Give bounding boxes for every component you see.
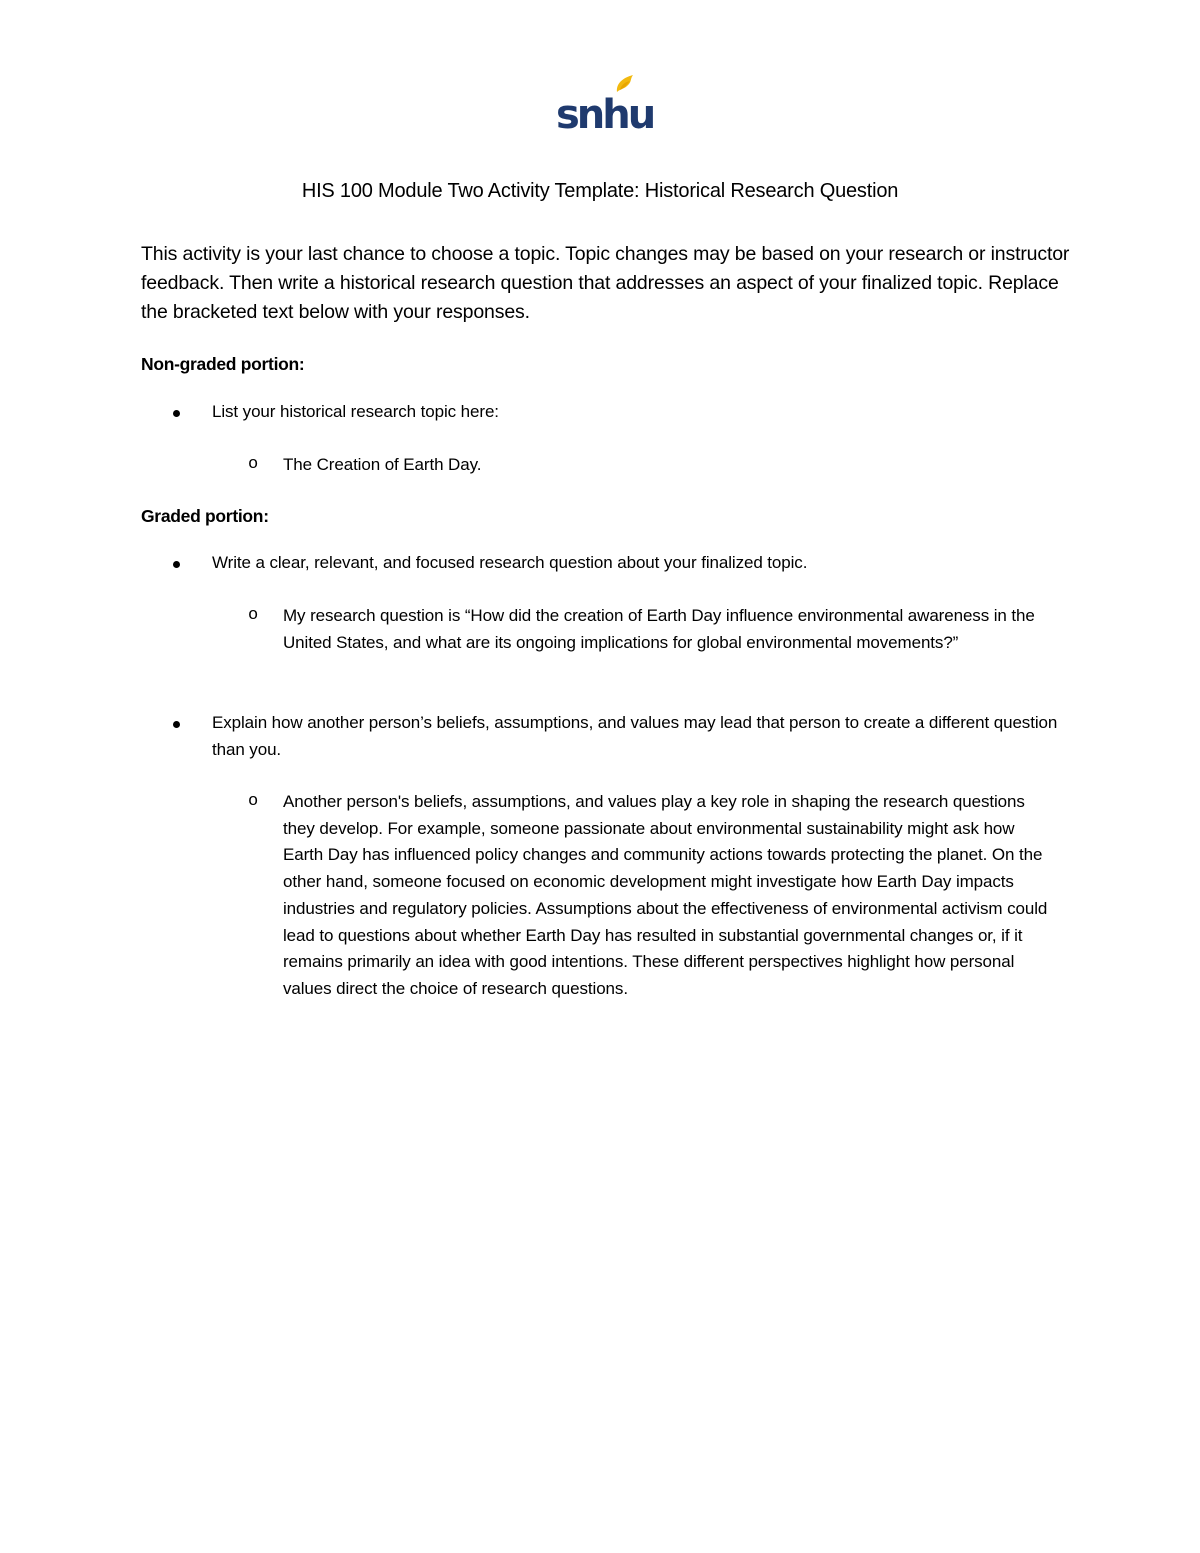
topic-prompt: List your historical research topic here: <box>212 402 499 421</box>
sub-bullet-marker: o <box>248 792 259 811</box>
bullet-dot-icon <box>173 710 180 737</box>
sub-bullet-marker: o <box>248 606 259 625</box>
document-title: HIS 100 Module Two Activity Template: Historical Research Question <box>301 180 899 202</box>
question-answer: My research question is “How did the creation of Earth Day influence environmental awareness in the United States, and what are its ongoing implications for global environmental movements?” <box>283 606 1035 652</box>
snhu-logo-icon <box>554 72 654 138</box>
perspective-answer: Another person's beliefs, assumptions, and values play a key role in shaping the research questions they develop. For example, someone passionate about environmental sustainability might ask how Earth Day has influenced policy changes and community actions towards protecting the planet. On the other hand, someone focused on economic development might investigate how Earth Day impacts industries and regulatory policies. Assumptions about the effectiveness of environmental activism could lead to questions about whether Earth Day has resulted in substantial governmental changes or, if it remains primarily an idea with good intentions. These different perspectives highlight how personal values direct the choice of research questions. <box>283 792 1048 998</box>
intro-paragraph: This activity is your last chance to choose a topic. Topic changes may be based on your research or instructor feedback. Then write a historical research question that addresses an aspect of your finalized topic. Replace the bracketed text below with your responses. <box>141 243 1070 323</box>
bullet-dot-icon <box>173 550 180 577</box>
topic-answer: The Creation of Earth Day. <box>283 455 482 474</box>
non-graded-heading: Non-graded portion: <box>141 354 305 374</box>
question-prompt: Write a clear, relevant, and focused research question about your finalized topic. <box>212 553 808 572</box>
svg-text:snhu: snhu <box>556 92 654 138</box>
snhu-logo <box>554 72 654 138</box>
graded-heading: Graded portion: <box>141 506 269 526</box>
perspective-prompt: Explain how another person’s beliefs, assumptions, and values may lead that person to create a different question than you. <box>212 713 1058 759</box>
sub-bullet-marker: o <box>248 455 259 474</box>
bullet-dot-icon <box>173 399 180 426</box>
